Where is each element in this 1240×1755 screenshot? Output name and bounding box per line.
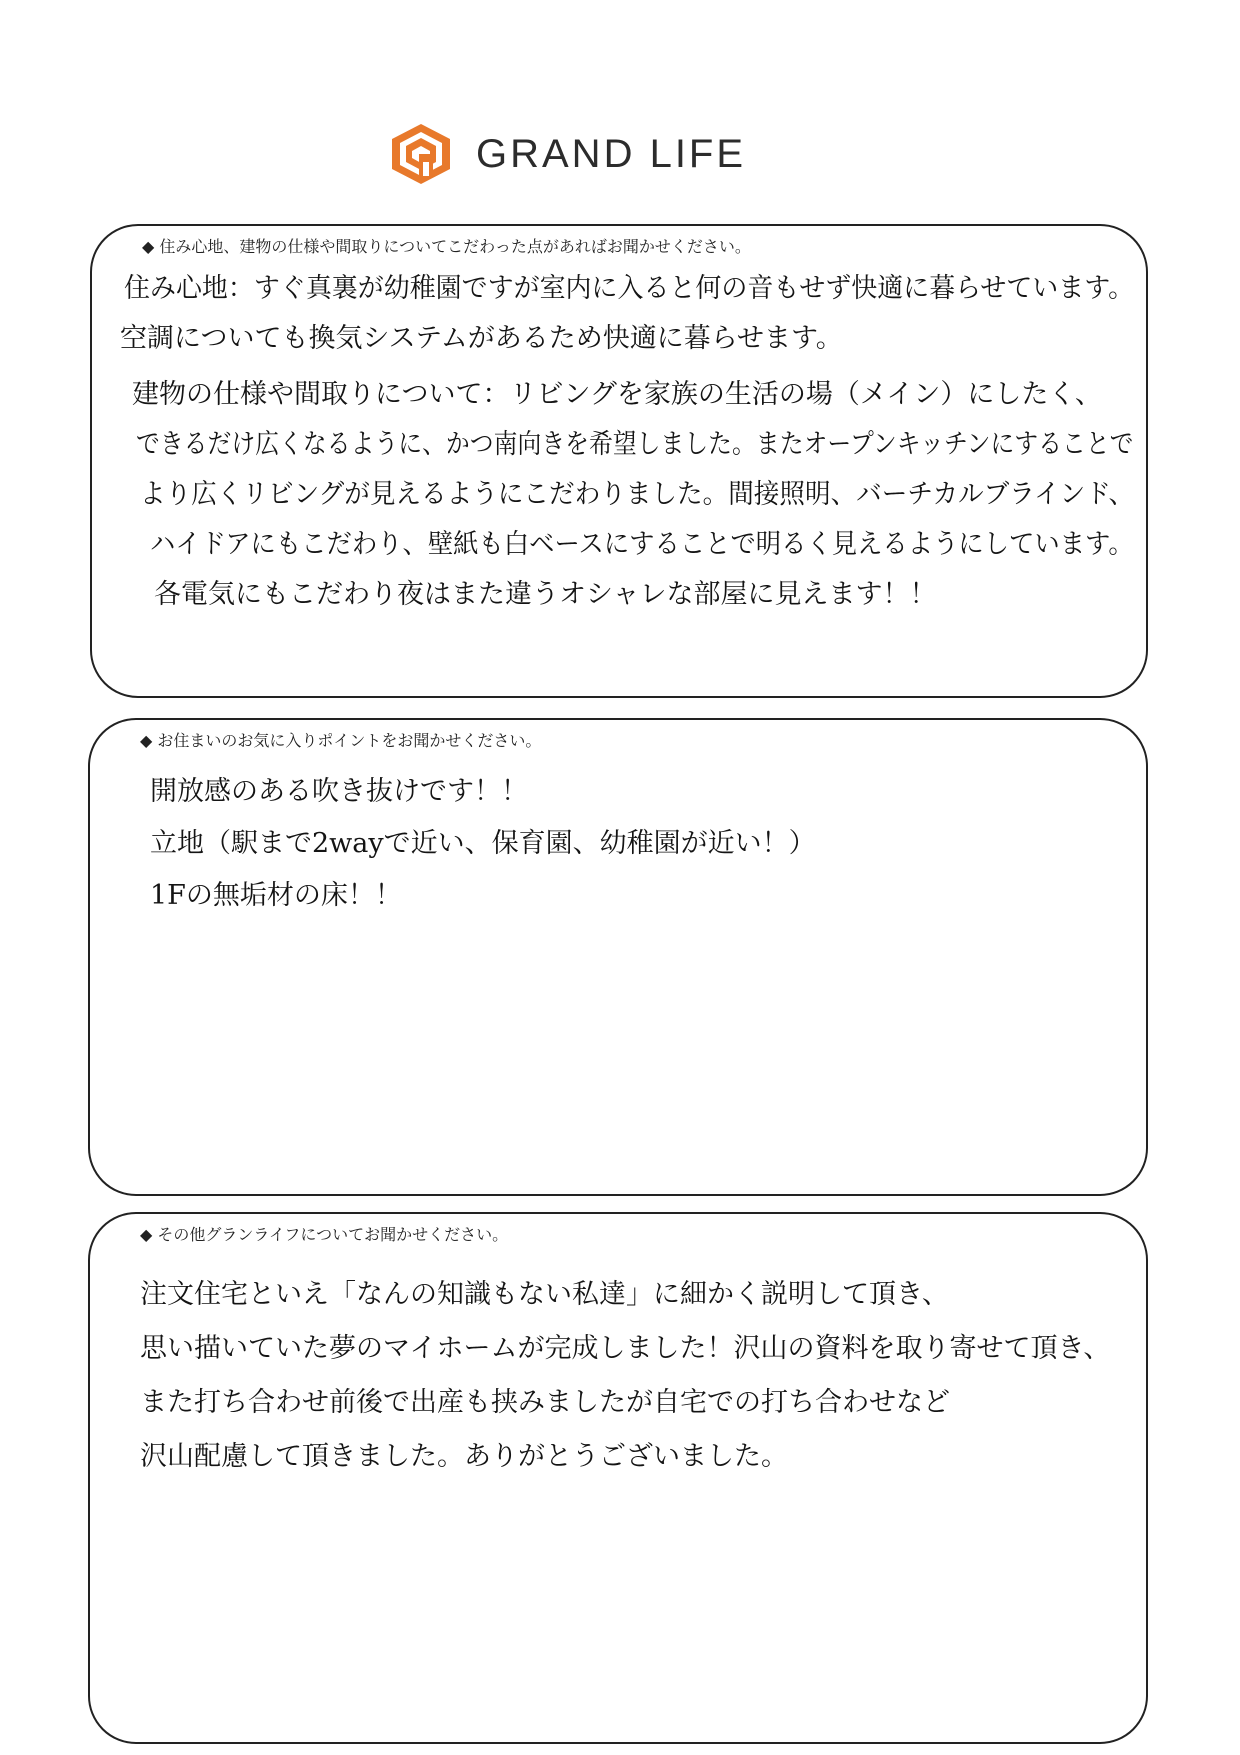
answer-line: 空調についても換気システムがあるため快適に暮らせます。	[120, 323, 843, 354]
answer-line: ハイドアにもこだわり、壁紙も白ベースにすることで明るく見えるようにしています。	[150, 529, 1134, 560]
answer-line: 思い描いていた夢のマイホームが完成しました！沢山の資料を取り寄せて頂き、	[140, 1333, 1111, 1364]
section-answer	[140, 1268, 1134, 1484]
section-question: ◆ 住み心地、建物の仕様や間取りについてこだわった点があればお聞かせください。	[142, 237, 751, 256]
answer-line: 建物の仕様や間取りについて：リビングを家族の生活の場（メイン）にしたく、	[132, 379, 1102, 410]
brand-name: GRAND LIFE	[476, 131, 747, 176]
section-other-comments	[88, 1212, 1148, 1744]
answer-line: 注文住宅といえ「なんの知識もない私達」に細かく説明して頂き、	[140, 1279, 949, 1310]
section-living-comfort	[90, 224, 1148, 698]
logo-cube-icon	[390, 122, 452, 186]
answer-line: できるだけ広くなるように、かつ南向きを希望しました。またオープンキッチンにすることで	[136, 429, 1134, 460]
answer-line: より広くリビングが見えるようにこだわりました。間接照明、バーチカルブラインド、	[140, 479, 1135, 510]
answer-line: また打ち合わせ前後で出産も挟みましたが自宅での打ち合わせなど	[140, 1387, 950, 1418]
section-question: ◆ お住まいのお気に入りポイントをお聞かせください。	[140, 731, 542, 750]
answer-line: 1Fの無垢材の床！！	[150, 880, 402, 911]
answer-line: 開放感のある吹き抜けです！！	[150, 776, 528, 807]
grand-life-logo	[390, 118, 746, 190]
section-question: ◆ その他グランライフについてお聞かせください。	[140, 1225, 509, 1244]
answer-line: 沢山配慮して頂きました。ありがとうございました。	[140, 1441, 788, 1472]
section-answer	[120, 264, 1134, 620]
answer-line: 住み心地：すぐ真裏が幼稚園ですが室内に入ると何の音もせず快適に暮らせています。	[124, 273, 1135, 304]
answer-line: 各電気にもこだわり夜はまた違うオシャレな部屋に見えます！！	[154, 579, 937, 610]
section-favorite-points	[88, 718, 1148, 1196]
section-answer	[150, 766, 1134, 922]
answer-line: 立地（駅まで2wayで近い、保育園、幼稚園が近い！）	[150, 828, 816, 859]
